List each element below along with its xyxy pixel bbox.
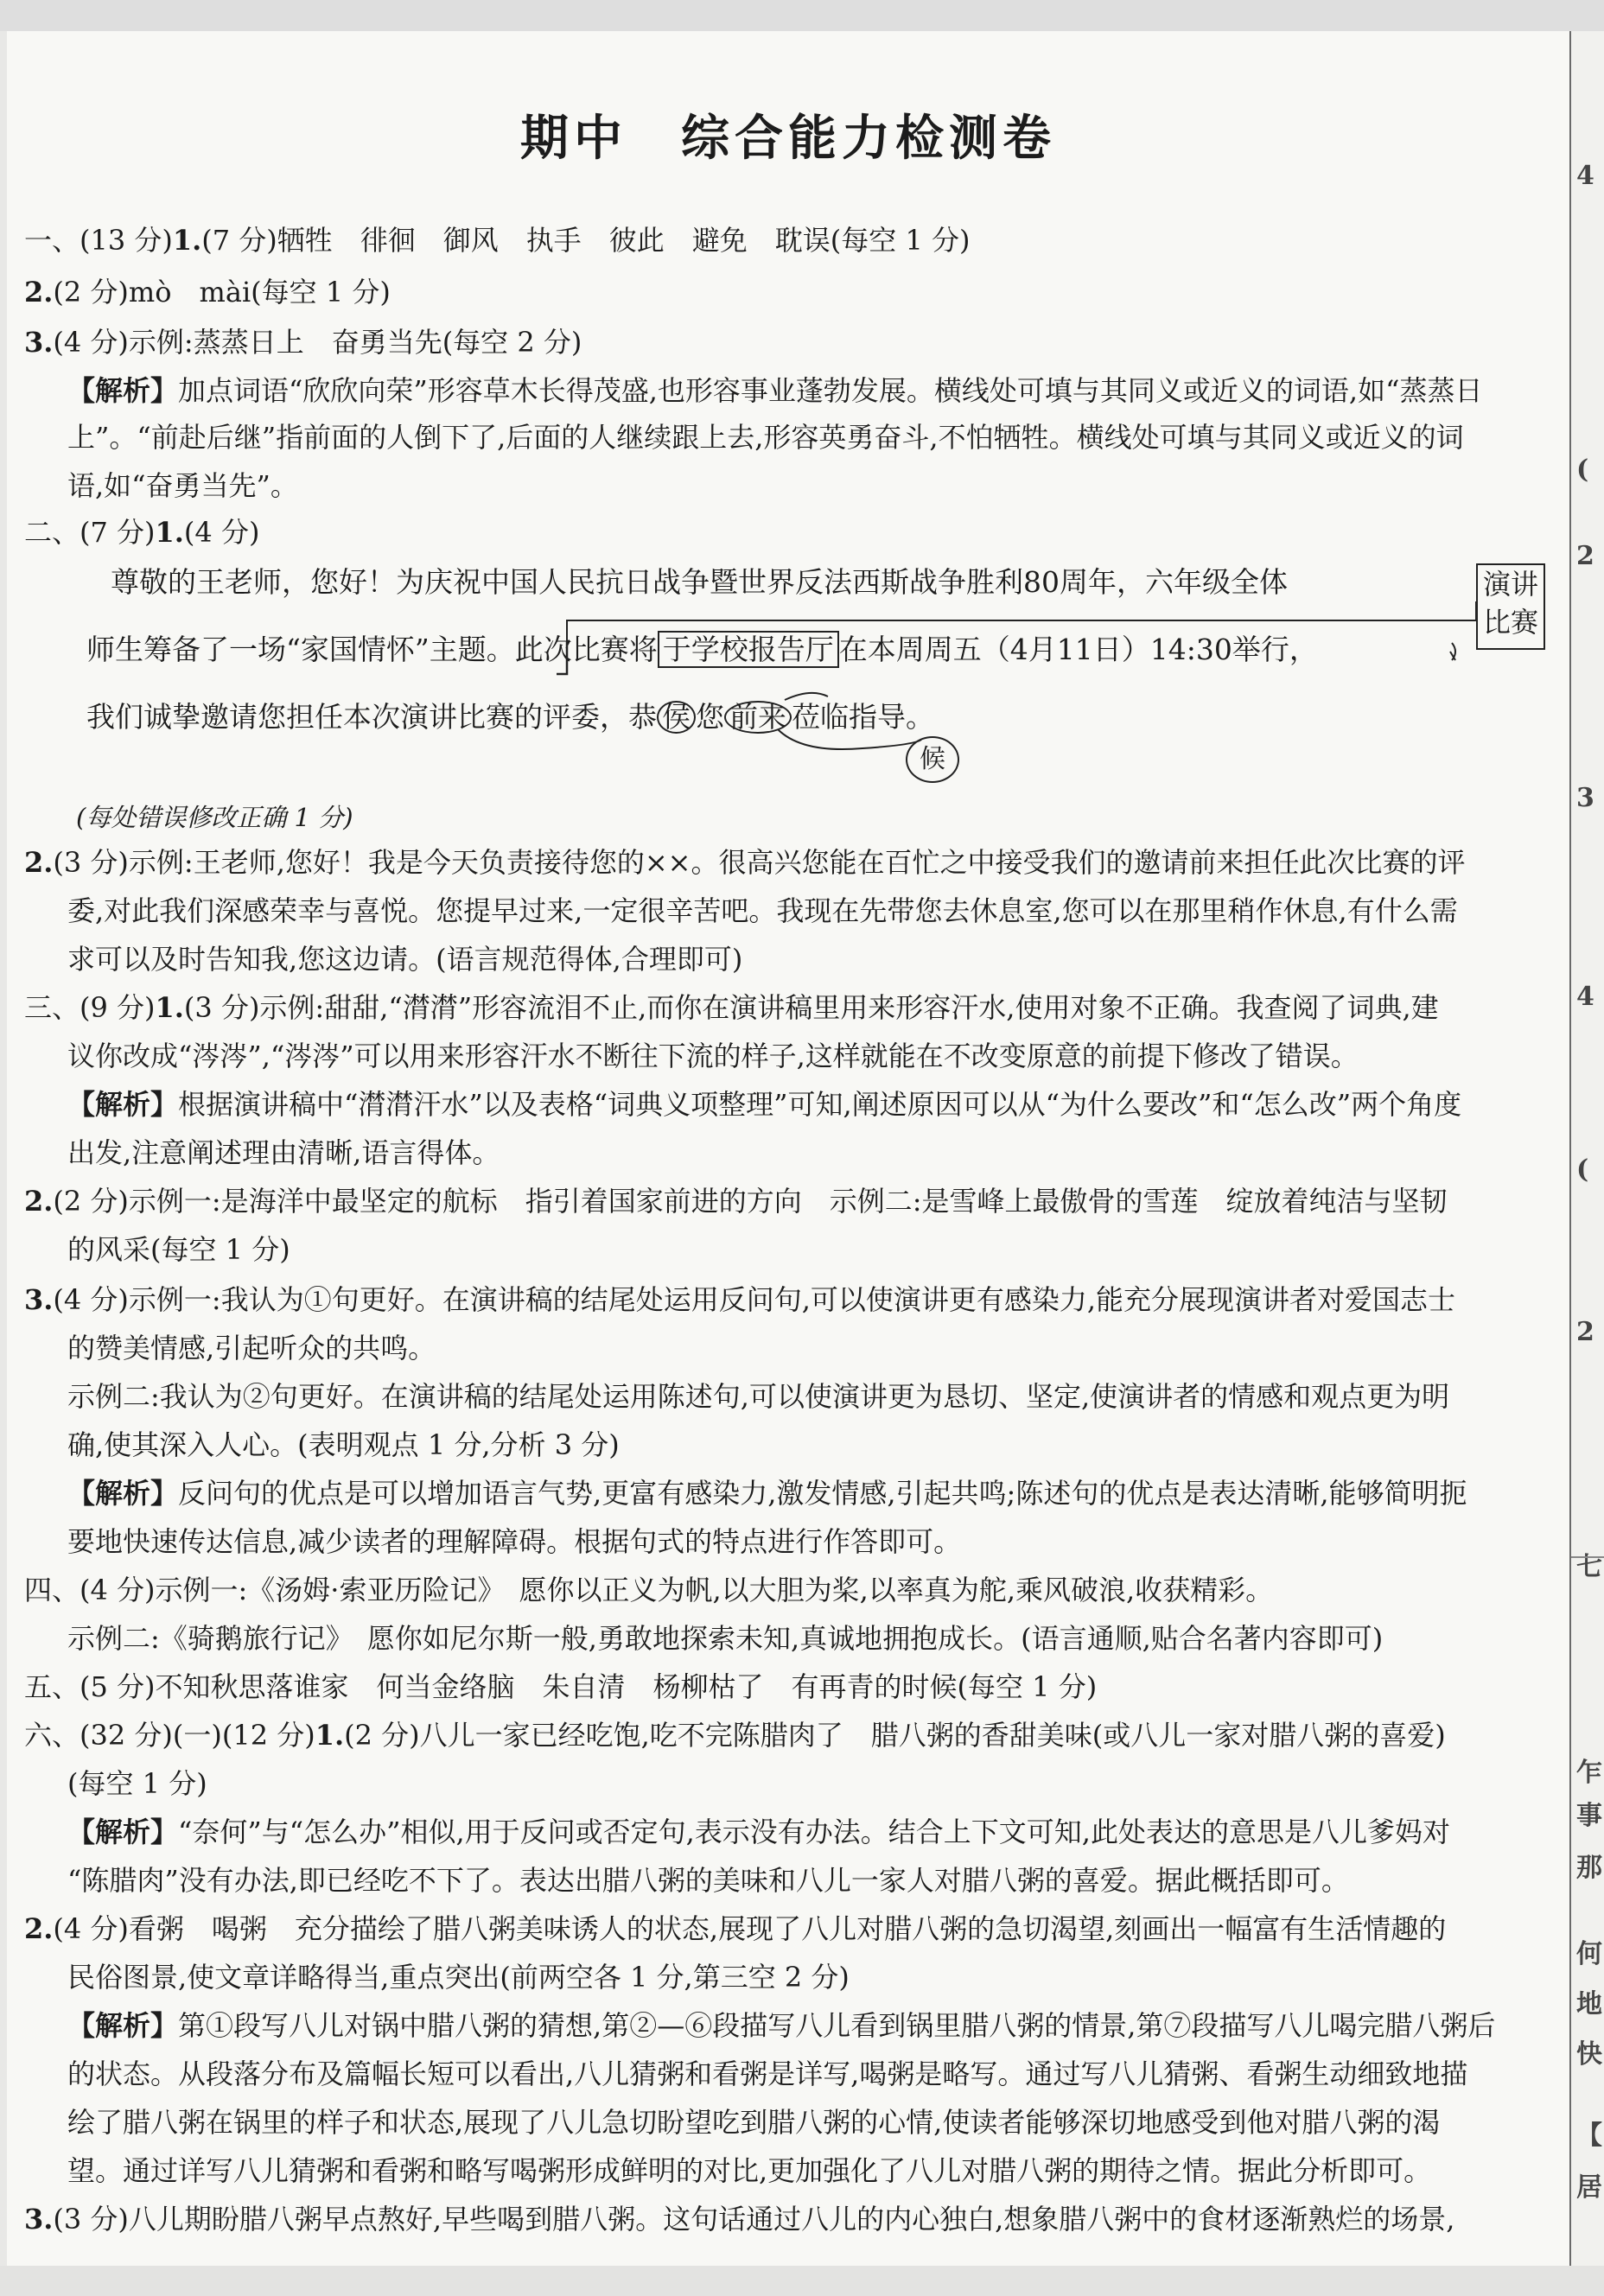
s1-jiexi-l3: 语,如“奋勇当先”。 bbox=[67, 469, 298, 502]
correction-link-line bbox=[778, 729, 921, 749]
move-mark bbox=[1450, 643, 1455, 660]
s2-head: 二、(7 分) bbox=[24, 516, 156, 549]
s2-score-note: (每处错误修改正确 1 分) bbox=[76, 803, 353, 832]
s3-jiexi2-l2: 要地快速传达信息,减少读者的理解障碍。根据句式的特点进行作答即可。 bbox=[67, 1525, 962, 1558]
edit-boxed-phrase: 于学校报告厅 bbox=[658, 631, 839, 668]
edit-circled-char: 侯 bbox=[657, 701, 696, 734]
side-char-2: ( bbox=[1576, 455, 1589, 485]
side-rule bbox=[1571, 1556, 1604, 1558]
s6-q1-l2: (每空 1 分) bbox=[67, 1767, 207, 1800]
s6-jiexi2-l3: 绘了腊八粥在锅里的样子和状态,展现了八儿急切盼望吃到腊八粥的心情,使读者能够深切地感受到他对腊八粥的渴 bbox=[67, 2106, 1441, 2139]
s1-q1-text: (7 分)牺牲 徘徊 御风 执手 彼此 避免 耽误(每空 1 分) bbox=[201, 224, 971, 257]
s3-q2-l2: 的风采(每空 1 分) bbox=[67, 1233, 290, 1266]
s6-jiexi2-text1: 第①段写八儿对锅中腊八粥的猜想,第②—⑥段描写八儿看到锅里腊八粥的情景,第⑦段描写八儿喝完腊八粥后 bbox=[178, 2009, 1496, 2042]
s3-jiexi2-text1: 反问句的优点是可以增加语言气势,更富有感染力,激发情感,引起共鸣;陈述句的优点是表达清晰,能够简明扼 bbox=[178, 1477, 1467, 1510]
s6-q1-text1: (2 分)八儿一家已经吃饱,吃不完陈腊肉了 腊八粥的香甜美味(或八儿一家对腊八粥的喜爱) bbox=[344, 1719, 1446, 1752]
s5-l1 bbox=[24, 1670, 1097, 1704]
s5-text1: 不知秋思落谁家 何当金络脑 朱自清 杨柳枯了 有再青的时候(每空 1 分) bbox=[155, 1670, 1098, 1703]
insert-box-top: 演讲 bbox=[1482, 568, 1538, 601]
side-char-13: 地 bbox=[1576, 1989, 1602, 2019]
s3-q3-l1 bbox=[24, 1282, 1455, 1317]
edit-line-2c: 在本周周五（4月11日）14:30 bbox=[838, 633, 1232, 666]
s5-head: 五、(5 分) bbox=[24, 1670, 156, 1703]
s1-q3-text: (4 分)示例:蒸蒸日上 奋勇当先(每空 2 分) bbox=[53, 326, 582, 359]
side-char-3: 2 bbox=[1576, 541, 1594, 571]
s6-jiexi2-l2: 的状态。从段落分布及篇幅长短可以看出,八儿猜粥和看粥是详写,喝粥是略写。通过写八儿猜粥、看粥生动细致地描 bbox=[67, 2057, 1468, 2090]
s6-jiexi2-l4: 望。通过详写八儿猜粥和看粥和略写喝粥形成鲜明的对比,更加强化了八儿对腊八粥的期待之情。据此分析即可。 bbox=[67, 2154, 1432, 2187]
s1-q3-num: 3. bbox=[24, 326, 54, 359]
answer-page bbox=[7, 31, 1569, 2266]
page-title: 期中 综合能力检测卷 bbox=[520, 110, 1056, 167]
s3-q3-l3: 示例二:我认为②句更好。在演讲稿的结尾处运用陈述句,可以使演讲更为恳切、坚定,使演讲者的情感和观点更为明 bbox=[67, 1380, 1450, 1413]
s2-q1-num: 1. bbox=[155, 516, 184, 549]
s3-q1-l2: 议你改成“涔涔”,“涔涔”可以用来形容汗水不断往下流的样子,这样就能在不改变原意的前提下修改了错误。 bbox=[67, 1040, 1359, 1072]
edit-line-2d: 举行， bbox=[1232, 633, 1318, 666]
s3-q3-num: 3. bbox=[24, 1283, 54, 1316]
s6-sub: (一)(12 分) bbox=[172, 1719, 315, 1752]
edit-circled-word: 前来 bbox=[724, 701, 792, 734]
s3-q1-num: 1. bbox=[155, 991, 184, 1024]
correction-oval: 候 bbox=[906, 736, 959, 783]
side-char-16: 居 bbox=[1576, 2172, 1602, 2203]
s2-q2-l1 bbox=[24, 845, 1466, 880]
s3-jiexi2-l1 bbox=[67, 1476, 1467, 1511]
side-char-9: 乍 bbox=[1576, 1758, 1602, 1788]
s3-q2-text1: (2 分)示例一:是海洋中最坚定的航标 指引着国家前进的方向 示例二:是雪峰上最傲骨的雪莲 绽放着纯洁与坚韧 bbox=[53, 1185, 1448, 1218]
side-char-8: 七 bbox=[1576, 1552, 1602, 1582]
s6-q1-num: 1. bbox=[315, 1719, 345, 1752]
s6-q2-l1 bbox=[24, 1911, 1446, 1946]
s6-head: 六、(32 分) bbox=[24, 1719, 173, 1752]
s3-jiexi-l1 bbox=[67, 1087, 1461, 1122]
scan-bottom-margin bbox=[0, 2266, 1604, 2296]
s2-q1-text: (4 分) bbox=[183, 516, 260, 549]
s6-q2-text1: (4 分)看粥 喝粥 充分描绘了腊八粥美味诱人的状态,展现了八儿对腊八粥的急切渴望,刻画出一幅富有生活情趣的 bbox=[53, 1912, 1447, 1945]
s6-q2-l2: 民俗图景,使文章详略得当,重点突出(前两空各 1 分,第三空 2 分) bbox=[67, 1961, 850, 1994]
s3-jiexi-tag: 【解析】 bbox=[67, 1088, 179, 1121]
edit-line-1: 尊敬的王老师，您好！为庆祝中国人民抗日战争暨世界反法西斯战争胜利80周年，六年级全体 bbox=[111, 565, 1288, 599]
s6-q2-num: 2. bbox=[24, 1912, 54, 1945]
side-char-10: 事 bbox=[1576, 1801, 1602, 1831]
side-char-12: 何 bbox=[1576, 1939, 1602, 1969]
transpose-mark bbox=[785, 693, 828, 700]
side-char-4: 3 bbox=[1576, 783, 1594, 813]
edit-line-3d: 莅临指导。 bbox=[792, 700, 934, 734]
s6-q3-l1 bbox=[24, 2202, 1454, 2236]
side-char-6: ( bbox=[1576, 1154, 1589, 1185]
s2-q2-l2: 委,对此我们深感荣幸与喜悦。您提早过来,一定很辛苦吧。我现在先带您去休息室,您可以在那里稍作休息,有什么需 bbox=[67, 894, 1458, 927]
s6-jiexi-text1: “奈何”与“怎么办”相似,用于反问或否定句,表示没有办法。结合上下文可知,此处表达的意思是八儿爹妈对 bbox=[178, 1816, 1450, 1848]
side-char-11: 那 bbox=[1576, 1853, 1602, 1883]
s3-q1-l1 bbox=[24, 990, 1439, 1025]
s1-q2-text: (2 分)mò mài(每空 1 分) bbox=[53, 276, 391, 308]
s3-head: 三、(9 分) bbox=[24, 991, 156, 1024]
s6-jiexi-l1 bbox=[67, 1815, 1450, 1849]
s4-head: 四、(4 分) bbox=[24, 1574, 156, 1606]
s4-l1 bbox=[24, 1573, 1273, 1607]
s3-jiexi-text1: 根据演讲稿中“潸潸汗水”以及表格“词典义项整理”可知,阐述原因可以从“为什么要改”和“怎么改”两个角度 bbox=[178, 1088, 1462, 1121]
edit-line-2a: 师生筹备了一场“家国情怀”主题 bbox=[86, 633, 487, 666]
s6-jiexi-tag: 【解析】 bbox=[67, 1816, 179, 1848]
side-char-5: 4 bbox=[1576, 982, 1594, 1012]
s3-q3-l4: 确,使其深入人心。(表明观点 1 分,分析 3 分) bbox=[67, 1428, 620, 1461]
scan-top-margin bbox=[0, 0, 1604, 31]
adjacent-page-edge bbox=[1569, 31, 1604, 2266]
insert-leader-line bbox=[567, 601, 1476, 641]
s4-text1: 示例一:《汤姆·索亚历险记》 愿你以正义为帆,以大胆为桨,以率真为舵,乘风破浪,收获精彩。 bbox=[155, 1574, 1274, 1606]
s6-jiexi-l2: “陈腊肉”没有办法,即已经吃不下了。表达出腊八粥的美味和八儿一家人对腊八粥的喜爱。据此概括即可。 bbox=[67, 1864, 1349, 1897]
s3-q2-num: 2. bbox=[24, 1185, 54, 1218]
s1-jiexi-tag: 【解析】 bbox=[67, 374, 179, 407]
insert-caret-mark bbox=[557, 641, 567, 674]
s6-jiexi2-l1 bbox=[67, 2008, 1495, 2043]
s1-q1-num: 1. bbox=[172, 224, 202, 257]
s1-q2-num: 2. bbox=[24, 276, 54, 308]
s1-jiexi-l2: 上”。“前赴后继”指前面的人倒下了,后面的人继续跟上去,形容英勇奋斗,不怕牺牲。横线处可填与其同义或近义的词 bbox=[67, 421, 1464, 454]
side-char-7: 2 bbox=[1576, 1317, 1594, 1347]
s3-jiexi2-tag: 【解析】 bbox=[67, 1477, 179, 1510]
s3-q1-text1: (3 分)示例:甜甜,“潸潸”形容流泪不止,而你在演讲稿里用来形容汗水,使用对象不正确。我查阅了词典,建 bbox=[183, 991, 1439, 1024]
s6-q3-text1: (3 分)八儿期盼腊八粥早点熬好,早些喝到腊八粥。这句话通过八儿的内心独白,想象腊八粥中的食材逐渐熟烂的场景, bbox=[53, 2203, 1455, 2236]
s1-jiexi-text1: 加点词语“欣欣向荣”形容草木长得茂盛,也形容事业蓬勃发展。横线处可填与其同义或近义的词语,如“蒸蒸日 bbox=[178, 374, 1483, 407]
s3-q2-l1 bbox=[24, 1184, 1447, 1218]
s3-q3-text1: (4 分)示例一:我认为①句更好。在演讲稿的结尾处运用反问句,可以使演讲更有感染力,能充分展现演讲者对爱国志士 bbox=[53, 1283, 1456, 1316]
side-char-14: 快 bbox=[1576, 2039, 1602, 2070]
s2-q2-l3: 求可以及时告知我,您这边请。(语言规范得体,合理即可) bbox=[67, 943, 743, 976]
s4-l2: 示例二:《骑鹅旅行记》 愿你如尼尔斯一般,勇敢地探索未知,真诚地拥抱成长。(语言通顺,贴合名著内容即可) bbox=[67, 1622, 1384, 1655]
insert-box-bottom: 比赛 bbox=[1482, 606, 1538, 639]
s6-q1-l1 bbox=[24, 1718, 1446, 1752]
edit-line-3b: 您 bbox=[696, 700, 724, 734]
side-char-1: 4 bbox=[1576, 161, 1594, 191]
s2-q2-num: 2. bbox=[24, 846, 54, 879]
s2-q2-text1: (3 分)示例:王老师,您好！我是今天负责接待您的××。很高兴您能在百忙之中接受我们的邀请前来担任此次比赛的评 bbox=[53, 846, 1466, 879]
s3-jiexi-l2: 出发,注意阐述理由清晰,语言得体。 bbox=[67, 1136, 500, 1169]
s6-q3-num: 3. bbox=[24, 2203, 54, 2236]
edit-line-2b: 。此次比赛将 bbox=[486, 633, 658, 666]
edit-line-3a: 我们诚挚邀请您担任本次演讲比赛的评委，恭 bbox=[86, 700, 657, 734]
s6-jiexi2-tag: 【解析】 bbox=[67, 2009, 179, 2042]
side-char-15: 【 bbox=[1576, 2121, 1602, 2151]
s1-head: 一、(13 分) bbox=[24, 224, 173, 257]
s3-q3-l2: 的赞美情感,引起听众的共鸣。 bbox=[67, 1332, 436, 1364]
